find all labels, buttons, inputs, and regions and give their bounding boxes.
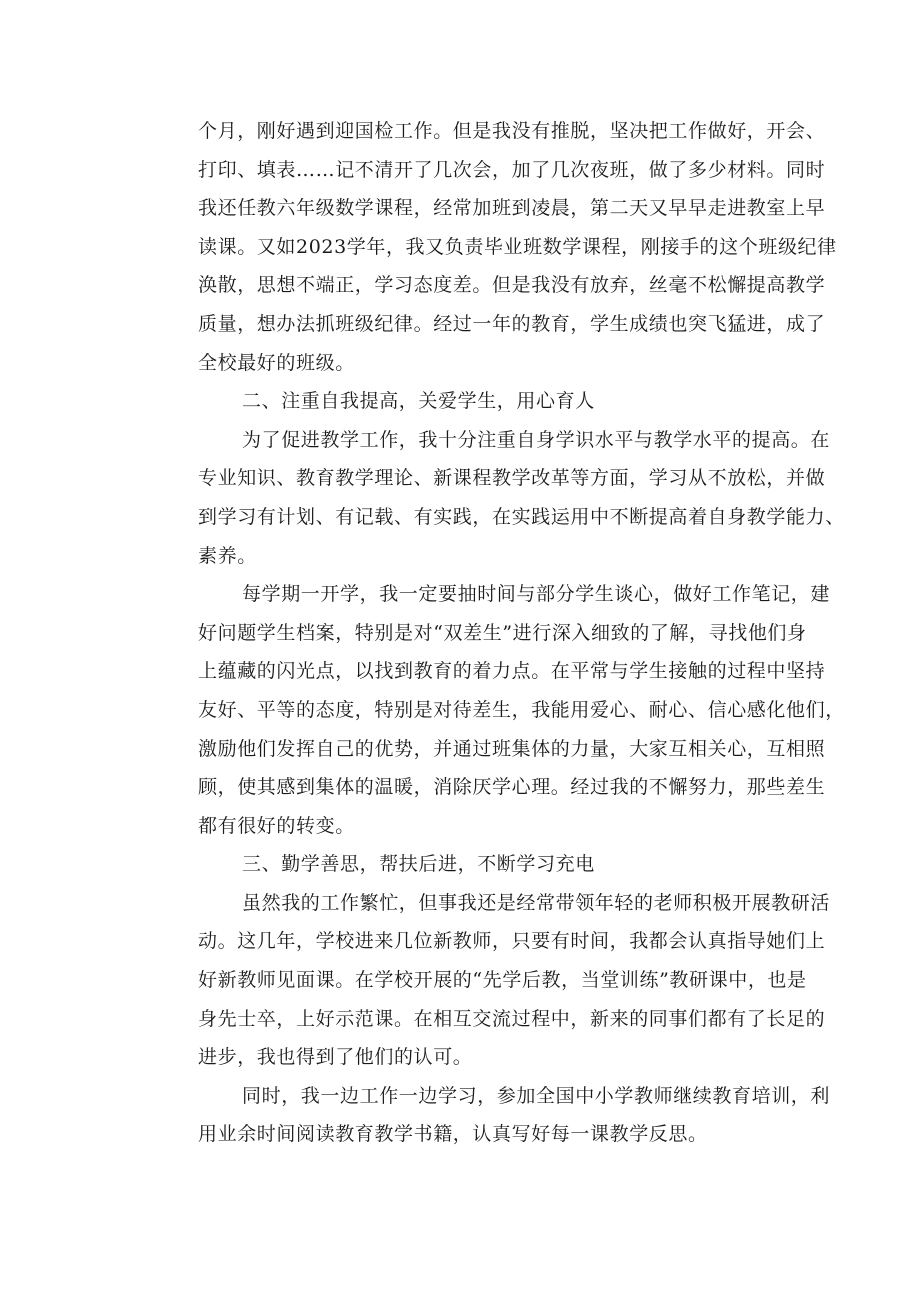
body-paragraph bbox=[198, 575, 866, 845]
paragraph-line: 激励他们发挥自己的优势，并通过班集体的力量，大家互相关心，互相照 bbox=[198, 737, 826, 760]
paragraph-line: 我还任教六年级数学课程，经常加班到凌晨，第二天又早早走进教室上早 bbox=[198, 197, 826, 220]
body-paragraph bbox=[198, 884, 866, 1077]
heading-text: 三、勤学善思，帮扶后进，不断学习充电 bbox=[242, 853, 595, 876]
section-heading bbox=[198, 382, 866, 421]
paragraph-line: 素养。 bbox=[198, 544, 257, 567]
paragraph-line: 上蕴藏的闪光点，以找到教育的着力点。在平常与学生接触的过程中坚持 bbox=[198, 660, 826, 683]
heading-text: 二、注重自我提高，关爱学生，用心育人 bbox=[242, 390, 595, 413]
paragraph-line: 友好、平等的态度，特别是对待差生，我能用爱心、耐心、信心感化他们， bbox=[198, 698, 845, 721]
body-paragraph bbox=[198, 1077, 866, 1154]
paragraph-line: 为了促进教学工作，我十分注重自身学识水平与教学水平的提高。在 bbox=[242, 428, 831, 451]
paragraph-line: 全校最好的班级。 bbox=[198, 351, 355, 374]
body-paragraph bbox=[198, 421, 866, 575]
paragraph-line: 动。这几年，学校进来几位新教师，只要有时间，我都会认真指导她们上 bbox=[198, 930, 826, 953]
paragraph-line: 质量，想办法抓班级纪律。经过一年的教育，学生成绩也突飞猛进，成了 bbox=[198, 312, 826, 335]
paragraph-line: 同时，我一边工作一边学习，参加全国中小学教师继续教育培训，利 bbox=[242, 1084, 831, 1107]
paragraph-line: 虽然我的工作繁忙，但事我还是经常带领年轻的老师积极开展教研活 bbox=[242, 891, 831, 914]
paragraph-line: 专业知识、教育教学理论、新课程教学改革等方面，学习从不放松，并做 bbox=[198, 467, 826, 490]
paragraph-line: 顾，使其感到集体的温暖，消除厌学心理。经过我的不懈努力，那些差生 bbox=[198, 776, 826, 799]
paragraph-line: 到学习有计划、有记载、有实践，在实践运用中不断提高着自身教学能力、 bbox=[198, 505, 845, 528]
body-paragraph bbox=[198, 112, 866, 382]
section-heading bbox=[198, 845, 866, 884]
paragraph-line: 个月，刚好遇到迎国检工作。但是我没有推脱，坚决把工作做好，开会、 bbox=[198, 120, 826, 142]
paragraph-line: 好问题学生档案，特别是对“双差生”进行深入细致的了解，寻找他们身 bbox=[198, 621, 807, 644]
paragraph-line: 每学期一开学，我一定要抽时间与部分学生谈心，做好工作笔记，建 bbox=[242, 583, 831, 606]
paragraph-line: 读课。又如2023学年，我又负责毕业班数学课程，刚接手的这个班级纪律 bbox=[198, 235, 837, 258]
paragraph-line: 好新教师见面课。在学校开展的“先学后教，当堂训练”教研课中，也是 bbox=[198, 969, 807, 992]
paragraph-line: 涣散，思想不端正，学习态度差。但是我没有放弃，丝毫不松懈提高教学 bbox=[198, 274, 826, 297]
paragraph-line: 用业余时间阅读教育教学书籍，认真写好每一课教学反思。 bbox=[198, 1123, 708, 1146]
paragraph-line: 进步，我也得到了他们的认可。 bbox=[198, 1046, 473, 1069]
document-body bbox=[198, 112, 866, 1154]
paragraph-line: 身先士卒，上好示范课。在相互交流过程中，新来的同事们都有了长足的 bbox=[198, 1007, 826, 1030]
paragraph-line: 打印、填表……记不清开了几次会，加了几次夜班，做了多少材料。同时 bbox=[198, 158, 826, 181]
paragraph-line: 都有很好的转变。 bbox=[198, 814, 355, 837]
